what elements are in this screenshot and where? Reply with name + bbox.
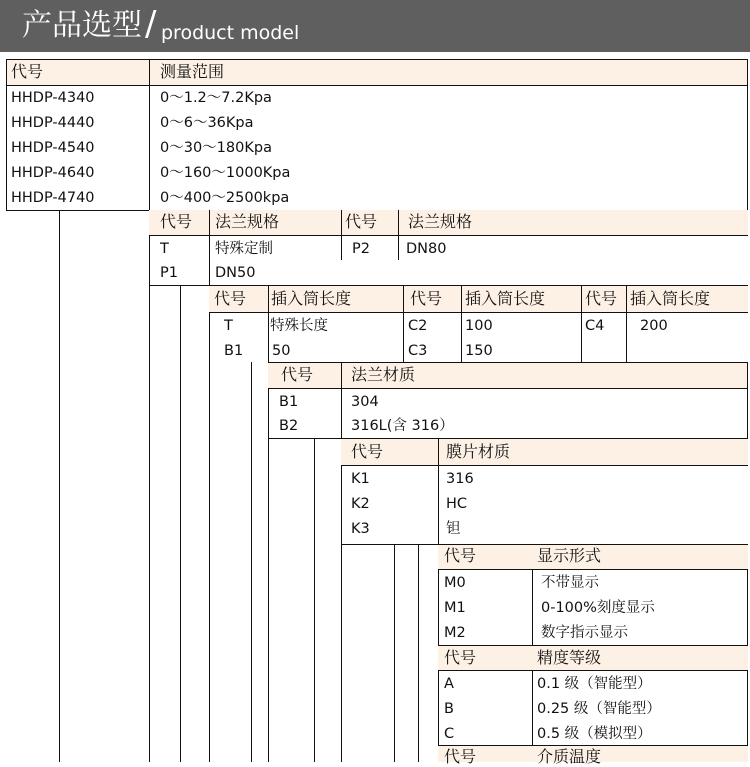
column-header-flange-spec: 法兰规格 — [215, 212, 280, 231]
option-code: C — [444, 726, 455, 742]
option-value: 不带显示 — [541, 575, 599, 591]
range-value: 0～160～1000Kpa — [160, 165, 291, 181]
option-code: M2 — [444, 625, 466, 641]
rule — [209, 312, 748, 313]
option-value: 316 — [446, 471, 474, 487]
option-value: HC — [446, 496, 468, 512]
rule — [403, 286, 404, 363]
option-code: K2 — [351, 496, 370, 512]
column-header-code: 代号 — [11, 62, 44, 81]
rule — [149, 285, 209, 286]
option-value: 100 — [465, 318, 493, 334]
option-code: B2 — [279, 418, 299, 434]
option-code: K3 — [351, 521, 370, 537]
option-value: 50 — [272, 343, 291, 359]
option-value: 0-100%刻度显示 — [541, 600, 655, 616]
option-code: P2 — [352, 241, 370, 257]
range-value: 0～400～2500kpa — [160, 190, 290, 206]
option-value: 钽 — [446, 521, 461, 537]
rule — [149, 59, 150, 211]
option-value: 0.25 级（智能型） — [537, 701, 661, 717]
rule — [6, 59, 7, 211]
column-header-code: 代号 — [444, 747, 477, 766]
connector-line — [180, 285, 181, 762]
model-code: HHDP-4640 — [11, 165, 95, 181]
rule — [149, 235, 748, 236]
rule — [747, 59, 748, 211]
rule — [341, 363, 342, 439]
title-slash: / — [145, 4, 157, 44]
column-header-diaphragm-material: 膜片材质 — [446, 442, 511, 461]
connector-line — [59, 210, 60, 762]
option-value: 0.1 级（智能型） — [537, 676, 652, 692]
option-code: B1 — [224, 343, 244, 359]
rule — [6, 85, 748, 86]
column-header-code: 代号 — [444, 648, 477, 667]
range-value: 0～30～180Kpa — [160, 140, 272, 156]
rule — [268, 388, 748, 389]
option-code: M0 — [444, 575, 466, 591]
option-value: 316L(含 316） — [351, 418, 454, 434]
connector-line — [394, 544, 395, 762]
option-value: DN50 — [215, 265, 256, 281]
rule — [438, 439, 439, 544]
connector-line — [251, 362, 252, 762]
rule — [626, 286, 627, 363]
model-code: HHDP-4340 — [11, 90, 95, 106]
column-header-code: 代号 — [214, 289, 247, 308]
range-value: 0～1.2～7.2Kpa — [160, 90, 272, 106]
column-header-code: 代号 — [345, 212, 378, 231]
option-value: 数字指示显示 — [541, 625, 628, 641]
header-bar — [268, 363, 748, 388]
column-header-medium-temperature: 介质温度 — [537, 747, 602, 766]
rule — [747, 363, 748, 439]
rule — [209, 210, 210, 286]
column-header-code: 代号 — [281, 365, 314, 384]
rule — [438, 670, 748, 671]
column-header-flange-material: 法兰材质 — [351, 365, 416, 384]
option-value: 200 — [640, 318, 668, 334]
option-code: A — [444, 676, 454, 692]
option-code: P1 — [160, 265, 178, 281]
header-bar — [341, 439, 748, 465]
option-code: C2 — [408, 318, 428, 334]
rule — [341, 544, 438, 545]
rule — [438, 569, 748, 570]
connector-line — [314, 438, 315, 762]
column-header-code: 代号 — [444, 546, 477, 565]
option-value: 150 — [465, 343, 493, 359]
model-code: HHDP-4740 — [11, 190, 95, 206]
model-code: HHDP-4540 — [11, 140, 95, 156]
option-code: B1 — [279, 394, 299, 410]
column-header-insertion-length: 插入筒长度 — [465, 289, 546, 308]
option-code: C3 — [408, 343, 428, 359]
option-code: C4 — [585, 318, 605, 334]
title-english: product model — [161, 22, 300, 44]
column-header-insertion-length: 插入筒长度 — [271, 289, 352, 308]
option-value: DN80 — [406, 241, 447, 257]
rule — [268, 286, 269, 363]
option-code: T — [160, 241, 169, 257]
page-header — [0, 0, 750, 52]
option-code: B — [444, 701, 454, 717]
column-header-accuracy-class: 精度等级 — [537, 648, 602, 667]
connector-line — [268, 362, 269, 762]
column-header-code: 代号 — [351, 442, 384, 461]
model-code: HHDP-4440 — [11, 115, 95, 131]
rule — [398, 210, 399, 260]
rule — [341, 465, 748, 466]
rule — [6, 59, 748, 60]
connector-line — [149, 210, 150, 762]
connector-line — [209, 285, 210, 762]
column-header-insertion-length: 插入筒长度 — [630, 289, 711, 308]
connector-line — [341, 438, 342, 762]
rule — [341, 210, 342, 260]
option-value: 特殊定制 — [215, 241, 273, 257]
column-header-code: 代号 — [585, 289, 618, 308]
column-header-range: 测量范围 — [160, 62, 225, 81]
column-header-code: 代号 — [410, 289, 443, 308]
header-bar — [6, 59, 748, 85]
column-header-display-type: 显示形式 — [537, 546, 602, 565]
option-code: K1 — [351, 471, 370, 487]
range-value: 0～6～36Kpa — [160, 115, 254, 131]
option-value: 304 — [351, 394, 379, 410]
rule — [581, 286, 582, 363]
column-header-flange-spec: 法兰规格 — [408, 212, 473, 231]
connector-line — [418, 544, 419, 762]
option-code: T — [224, 318, 233, 334]
rule — [461, 286, 462, 363]
option-value: 0.5 级（模拟型） — [537, 726, 652, 742]
option-value: 特殊长度 — [270, 318, 328, 334]
title-chinese: 产品选型 — [22, 8, 142, 43]
column-header-code: 代号 — [160, 212, 193, 231]
option-code: M1 — [444, 600, 466, 616]
